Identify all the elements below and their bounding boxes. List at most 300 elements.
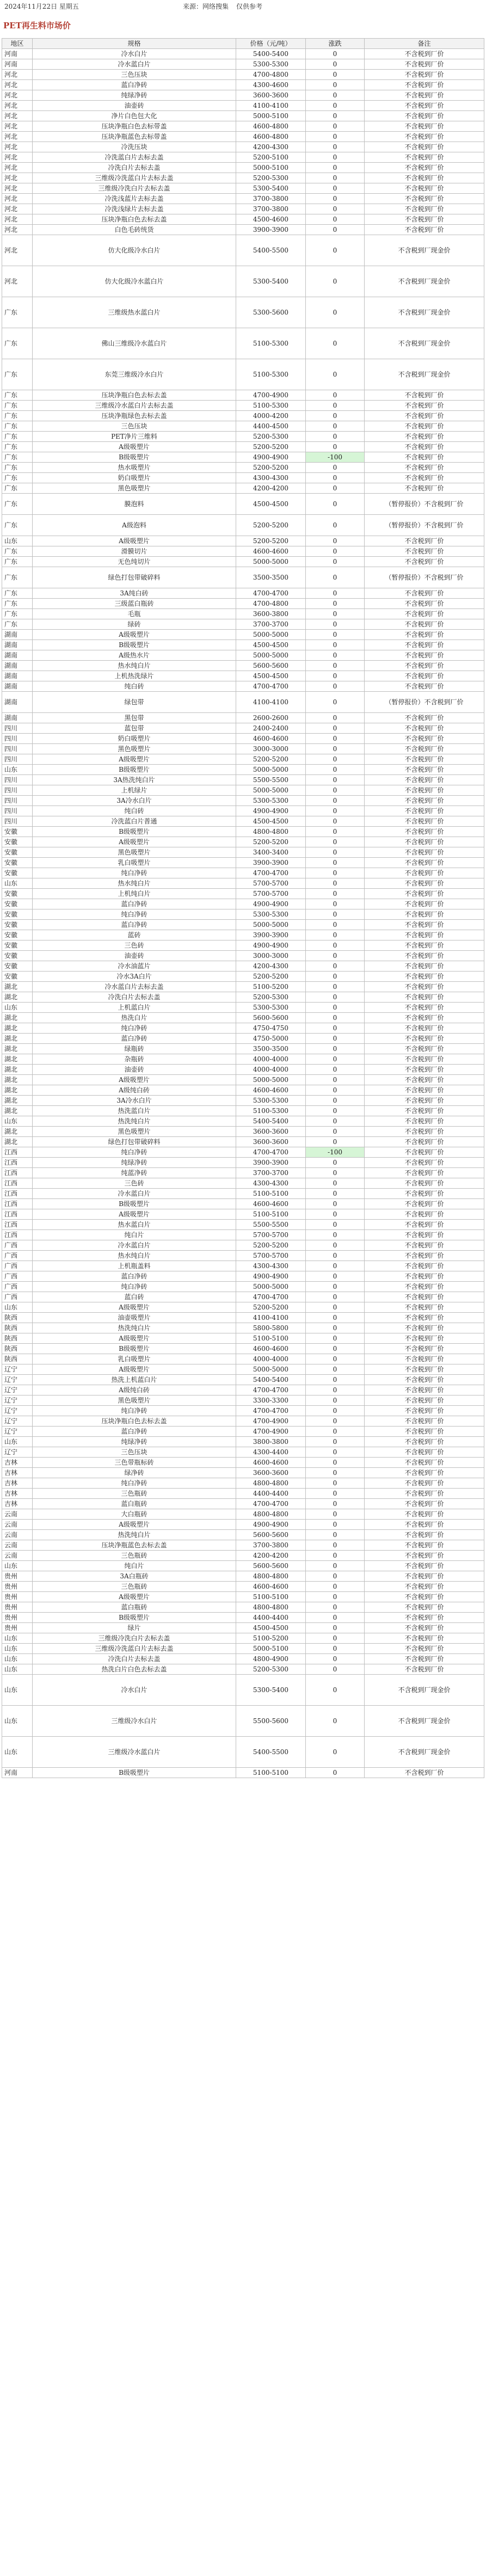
cell-price: 5000-5100 <box>236 111 306 121</box>
cell-remark: 不含税到厂价 <box>365 940 484 951</box>
table-row <box>2 401 484 411</box>
cell-change: 0 <box>306 297 365 328</box>
cell-price: 5000-5000 <box>236 1075 306 1085</box>
cell-spec: 压块净瓶蓝色去标带盖 <box>33 132 236 142</box>
cell-region: 江西 <box>2 1230 33 1240</box>
table-row <box>2 1220 484 1230</box>
cell-remark: 不含税到厂现金价 <box>365 235 484 266</box>
cell-change: 0 <box>306 744 365 754</box>
cell-change: 0 <box>306 734 365 744</box>
cell-change: 0 <box>306 1664 365 1675</box>
cell-change: 0 <box>306 1075 365 1085</box>
cell-spec: 三色压块 <box>33 70 236 80</box>
cell-spec: 上机绿片 <box>33 785 236 796</box>
cell-remark: 不含税到厂价 <box>365 1416 484 1427</box>
cell-remark: 不含税到厂价 <box>365 183 484 194</box>
table-row <box>2 546 484 557</box>
cell-remark: 不含税到厂价 <box>365 111 484 121</box>
cell-region: 四川 <box>2 723 33 734</box>
cell-spec: 纯白净砖 <box>33 1023 236 1034</box>
cell-spec: 蓝白净砖 <box>33 920 236 930</box>
cell-price: 5200-5200 <box>236 536 306 546</box>
cell-change: 0 <box>306 1323 365 1333</box>
cell-change: 0 <box>306 1458 365 1468</box>
table-row <box>2 1499 484 1509</box>
cell-remark: 不含税到厂价 <box>365 1054 484 1065</box>
cell-region: 广东 <box>2 421 33 432</box>
cell-region: 安徽 <box>2 930 33 940</box>
cell-change: 0 <box>306 1406 365 1416</box>
cell-region: 广东 <box>2 452 33 463</box>
cell-region: 江西 <box>2 1220 33 1230</box>
cell-remark: 不含税到厂价 <box>365 806 484 816</box>
table-row <box>2 390 484 401</box>
table-row <box>2 1530 484 1540</box>
report-date: 2024年11月22日 星期五 <box>4 2 79 10</box>
cell-spec: 冷洗压块 <box>33 142 236 152</box>
cell-remark: 不含税到厂价 <box>365 868 484 878</box>
table-row <box>2 80 484 90</box>
cell-change: 0 <box>306 1768 365 1778</box>
cell-change: 0 <box>306 557 365 567</box>
cell-region: 山东 <box>2 765 33 775</box>
cell-price: 5100-5100 <box>236 1209 306 1220</box>
cell-spec: 冷水油蓝片 <box>33 961 236 972</box>
cell-region: 湖南 <box>2 650 33 661</box>
cell-change: 0 <box>306 899 365 909</box>
cell-region: 广东 <box>2 473 33 483</box>
cell-region: 河北 <box>2 111 33 121</box>
cell-price: 5700-5700 <box>236 1251 306 1261</box>
cell-price: 4400-4500 <box>236 421 306 432</box>
cell-price: 3900-3900 <box>236 930 306 940</box>
cell-spec: B级吸塑片 <box>33 1199 236 1209</box>
cell-spec: 热水纯白片 <box>33 661 236 671</box>
cell-remark: 不含税到厂价 <box>365 442 484 452</box>
cell-region: 安徽 <box>2 909 33 920</box>
cell-change: 0 <box>306 785 365 796</box>
table-row <box>2 713 484 723</box>
cell-remark: 不含税到厂价 <box>365 1282 484 1292</box>
cell-region: 安徽 <box>2 940 33 951</box>
cell-price: 5200-5200 <box>236 972 306 982</box>
cell-spec: 冷洗白片去标去盖 <box>33 1654 236 1664</box>
cell-change: 0 <box>306 930 365 940</box>
table-row <box>2 785 484 796</box>
table-row <box>2 775 484 785</box>
cell-remark: 不含税到厂价 <box>365 59 484 70</box>
cell-price: 5800-5800 <box>236 1323 306 1333</box>
table-row <box>2 1395 484 1406</box>
table-row <box>2 359 484 390</box>
cell-remark: 不含税到厂价 <box>365 1003 484 1013</box>
header-line <box>0 0 486 12</box>
cell-spec: 纯绿净砖 <box>33 1158 236 1168</box>
cell-region: 广东 <box>2 390 33 401</box>
cell-remark: 不含税到厂价 <box>365 1013 484 1023</box>
cell-region: 吉林 <box>2 1499 33 1509</box>
cell-region: 辽宁 <box>2 1375 33 1385</box>
cell-remark: 不含税到厂价 <box>365 1023 484 1034</box>
cell-region: 河北 <box>2 173 33 183</box>
cell-change: 0 <box>306 1261 365 1271</box>
cell-change: 0 <box>306 1054 365 1065</box>
cell-spec: 压块净瓶蓝色去标去盖 <box>33 1540 236 1551</box>
cell-price: 4200-4300 <box>236 961 306 972</box>
cell-spec: 大白瓶砖 <box>33 1509 236 1520</box>
cell-spec: 绿包带 <box>33 692 236 713</box>
cell-change: 0 <box>306 681 365 692</box>
cell-remark: （暂停报价）不含税到厂价 <box>365 692 484 713</box>
cell-spec: 蓝白净砖 <box>33 1271 236 1282</box>
cell-price: 5200-5200 <box>236 463 306 473</box>
cell-spec: 冷洗蓝白片去标去盖 <box>33 152 236 163</box>
cell-region: 吉林 <box>2 1458 33 1468</box>
table-row <box>2 1737 484 1768</box>
cell-change: 0 <box>306 194 365 204</box>
cell-price: 5100-5200 <box>236 1633 306 1644</box>
cell-price: 4800-4800 <box>236 1478 306 1489</box>
table-row <box>2 1230 484 1240</box>
cell-region: 山东 <box>2 1116 33 1127</box>
cell-remark: 不含税到厂价 <box>365 473 484 483</box>
cell-spec: B级吸塑片 <box>33 765 236 775</box>
cell-region: 安徽 <box>2 920 33 930</box>
cell-price: 4800-4800 <box>236 1509 306 1520</box>
table-row <box>2 483 484 494</box>
cell-price: 4600-4600 <box>236 1199 306 1209</box>
cell-change: 0 <box>306 1468 365 1478</box>
cell-change: 0 <box>306 1489 365 1499</box>
cell-region: 湖南 <box>2 661 33 671</box>
cell-region: 河北 <box>2 90 33 101</box>
cell-region: 广东 <box>2 297 33 328</box>
cell-region: 辽宁 <box>2 1416 33 1427</box>
cell-remark: 不含税到厂价 <box>365 816 484 827</box>
cell-region: 河北 <box>2 214 33 225</box>
cell-region: 四川 <box>2 785 33 796</box>
cell-price: 5000-5000 <box>236 557 306 567</box>
cell-region: 广东 <box>2 442 33 452</box>
cell-spec: 黑色吸塑片 <box>33 1395 236 1406</box>
cell-remark: 不含税到厂价 <box>365 452 484 463</box>
cell-region: 辽宁 <box>2 1447 33 1458</box>
table-row <box>2 432 484 442</box>
cell-region: 广东 <box>2 515 33 536</box>
cell-price: 5200-5100 <box>236 152 306 163</box>
source-label: 来源：网络搜集 <box>183 2 229 10</box>
cell-change: 0 <box>306 650 365 661</box>
cell-change: 0 <box>306 1106 365 1116</box>
cell-price: 4700-4700 <box>236 1385 306 1395</box>
table-row <box>2 650 484 661</box>
cell-price: 4900-4900 <box>236 452 306 463</box>
cell-change: 0 <box>306 1096 365 1106</box>
cell-region: 山东 <box>2 1737 33 1768</box>
cell-region: 江西 <box>2 1189 33 1199</box>
cell-change: 0 <box>306 1364 365 1375</box>
cell-region: 河南 <box>2 49 33 59</box>
cell-price: 4600-4800 <box>236 132 306 142</box>
cell-region: 吉林 <box>2 1468 33 1478</box>
cell-remark: 不含税到厂价 <box>365 121 484 132</box>
cell-price: 5000-5000 <box>236 785 306 796</box>
cell-spec: 油壶砖 <box>33 951 236 961</box>
cell-price: 3600-3800 <box>236 609 306 619</box>
cell-price: 4800-4800 <box>236 1571 306 1582</box>
cell-region: 江西 <box>2 1178 33 1189</box>
cell-remark: 不含税到厂价 <box>365 1178 484 1189</box>
cell-price: 4300-4300 <box>236 1178 306 1189</box>
cell-price: 4500-4600 <box>236 214 306 225</box>
cell-price: 5000-5000 <box>236 630 306 640</box>
cell-spec: 黑色吸塑片 <box>33 1127 236 1137</box>
table-row <box>2 1199 484 1209</box>
cell-spec: 蓝白砖 <box>33 1292 236 1302</box>
cell-price: 5100-5100 <box>236 1333 306 1344</box>
cell-region: 湖北 <box>2 1065 33 1075</box>
cell-change: 0 <box>306 1737 365 1768</box>
cell-region: 四川 <box>2 754 33 765</box>
table-row <box>2 152 484 163</box>
cell-region: 河北 <box>2 142 33 152</box>
cell-spec: 冷洗白片去标去盖 <box>33 992 236 1003</box>
cell-change: 0 <box>306 1085 365 1096</box>
cell-spec: 三色砖 <box>33 940 236 951</box>
cell-region: 安徽 <box>2 972 33 982</box>
cell-region: 湖北 <box>2 1034 33 1044</box>
cell-price: 3600-3600 <box>236 1468 306 1478</box>
cell-remark: 不含税到厂价 <box>365 1551 484 1561</box>
cell-spec: 纯白砖 <box>33 806 236 816</box>
cell-price: 4100-4100 <box>236 692 306 713</box>
cell-change: 0 <box>306 1447 365 1458</box>
cell-remark: 不含税到厂价 <box>365 1106 484 1116</box>
cell-region: 江西 <box>2 1168 33 1178</box>
cell-spec: 冷水蓝白片 <box>33 1240 236 1251</box>
cell-spec: 仿大化级冷水白片 <box>33 235 236 266</box>
cell-spec: A级纯白砖 <box>33 1085 236 1096</box>
table-row <box>2 328 484 359</box>
cell-spec: 冷水蓝白片去标去盖 <box>33 982 236 992</box>
cell-region: 安徽 <box>2 961 33 972</box>
table-row <box>2 878 484 889</box>
cell-change: 0 <box>306 619 365 630</box>
table-row <box>2 1147 484 1158</box>
cell-region: 安徽 <box>2 827 33 837</box>
cell-remark: 不含税到厂价 <box>365 1137 484 1147</box>
cell-change: 0 <box>306 1158 365 1168</box>
cell-remark: 不含税到厂价 <box>365 1116 484 1127</box>
cell-price: 4700-4900 <box>236 1427 306 1437</box>
table-row <box>2 1323 484 1333</box>
table-row <box>2 101 484 111</box>
cell-remark: 不含税到厂价 <box>365 713 484 723</box>
table-row <box>2 49 484 59</box>
cell-price: 4500-4500 <box>236 671 306 681</box>
table-row <box>2 1282 484 1292</box>
cell-region: 吉林 <box>2 1489 33 1499</box>
table-row <box>2 1675 484 1706</box>
cell-region: 山东 <box>2 1675 33 1706</box>
table-row <box>2 235 484 266</box>
cell-spec: 纯绿净砖 <box>33 90 236 101</box>
cell-spec: 三维级冷水白片 <box>33 1706 236 1737</box>
cell-remark: 不含税到厂价 <box>365 765 484 775</box>
cell-change: 0 <box>306 1023 365 1034</box>
table-row <box>2 473 484 483</box>
cell-spec: 热洗蓝白片 <box>33 1106 236 1116</box>
cell-price: 5400-5400 <box>236 1116 306 1127</box>
cell-price: 3700-3800 <box>236 194 306 204</box>
cell-price: 5300-5300 <box>236 1003 306 1013</box>
cell-price: 5600-5600 <box>236 1561 306 1571</box>
cell-change: 0 <box>306 878 365 889</box>
cell-remark: 不含税到厂价 <box>365 132 484 142</box>
cell-region: 安徽 <box>2 899 33 909</box>
cell-spec: 热洗白片白色去标去盖 <box>33 1664 236 1675</box>
table-row <box>2 847 484 858</box>
cell-change: 0 <box>306 1251 365 1261</box>
cell-remark: 不含税到厂价 <box>365 536 484 546</box>
cell-region: 贵州 <box>2 1623 33 1633</box>
cell-price: 5000-5000 <box>236 1364 306 1375</box>
cell-region: 广东 <box>2 619 33 630</box>
cell-change: 0 <box>306 1375 365 1385</box>
table-row <box>2 1065 484 1075</box>
cell-change: 0 <box>306 1592 365 1602</box>
cell-spec: 乳白吸塑片 <box>33 1354 236 1364</box>
cell-spec: B级吸塑片 <box>33 1613 236 1623</box>
cell-price: 5400-5400 <box>236 1375 306 1385</box>
cell-change: 0 <box>306 940 365 951</box>
cell-remark: 不含税到厂价 <box>365 847 484 858</box>
cell-price: 4300-4400 <box>236 1447 306 1458</box>
table-row <box>2 982 484 992</box>
cell-remark: 不含税到厂价 <box>365 640 484 650</box>
table-row <box>2 1158 484 1168</box>
cell-remark: 不含税到厂价 <box>365 1096 484 1106</box>
cell-remark: 不含税到厂价 <box>365 982 484 992</box>
cell-remark: 不含税到厂价 <box>365 1633 484 1644</box>
cell-region: 广西 <box>2 1251 33 1261</box>
table-row <box>2 411 484 421</box>
cell-spec: 滑膜切片 <box>33 546 236 557</box>
cell-region: 四川 <box>2 816 33 827</box>
table-row <box>2 1375 484 1385</box>
table-row <box>2 1551 484 1561</box>
table-row <box>2 1478 484 1489</box>
cell-price: 5600-5600 <box>236 1530 306 1540</box>
cell-region: 山东 <box>2 1644 33 1654</box>
cell-region: 河北 <box>2 152 33 163</box>
cell-remark: 不含税到厂价 <box>365 1478 484 1489</box>
cell-remark: 不含税到厂价 <box>365 390 484 401</box>
table-row <box>2 734 484 744</box>
cell-spec: 热洗纯白片 <box>33 1323 236 1333</box>
cell-region: 陕西 <box>2 1354 33 1364</box>
table-row <box>2 827 484 837</box>
cell-change: -100 <box>306 452 365 463</box>
cell-spec: A级热水片 <box>33 650 236 661</box>
cell-remark: 不含税到厂现金价 <box>365 297 484 328</box>
cell-change: 0 <box>306 1644 365 1654</box>
cell-remark: 不含税到厂价 <box>365 785 484 796</box>
cell-change: 0 <box>306 1199 365 1209</box>
cell-remark: 不含税到厂价 <box>365 163 484 173</box>
cell-remark: 不含税到厂价 <box>365 1664 484 1675</box>
cell-change: 0 <box>306 1571 365 1582</box>
cell-change: 0 <box>306 837 365 847</box>
cell-spec: A级吸塑片 <box>33 1592 236 1602</box>
table-row <box>2 1633 484 1644</box>
cell-region: 云南 <box>2 1540 33 1551</box>
cell-spec: 黑色吸塑片 <box>33 744 236 754</box>
cell-spec: 三维级热水蓝白片 <box>33 297 236 328</box>
cell-spec: 三色砖 <box>33 1178 236 1189</box>
cell-change: -100 <box>306 1147 365 1158</box>
table-row <box>2 1302 484 1313</box>
table-body <box>2 49 484 1778</box>
cell-remark: 不含税到厂价 <box>365 878 484 889</box>
cell-region: 广东 <box>2 494 33 515</box>
cell-region: 山东 <box>2 1437 33 1447</box>
cell-change: 0 <box>306 421 365 432</box>
cell-remark: 不含税到厂价 <box>365 796 484 806</box>
cell-price: 3500-3500 <box>236 1044 306 1054</box>
cell-spec: 热水纯白片 <box>33 1251 236 1261</box>
cell-change: 0 <box>306 59 365 70</box>
table-row <box>2 1364 484 1375</box>
cell-remark: 不含税到厂价 <box>365 619 484 630</box>
cell-region: 河北 <box>2 163 33 173</box>
table-row <box>2 1333 484 1344</box>
cell-price: 4700-4800 <box>236 599 306 609</box>
cell-spec: 压块净瓶绿色去标去盖 <box>33 411 236 421</box>
cell-region: 安徽 <box>2 858 33 868</box>
cell-price: 4600-4800 <box>236 121 306 132</box>
cell-price: 5300-5300 <box>236 1096 306 1106</box>
cell-remark: 不含税到厂价 <box>365 1168 484 1178</box>
table-row <box>2 266 484 297</box>
cell-change: 0 <box>306 1013 365 1023</box>
cell-change: 0 <box>306 640 365 650</box>
table-row <box>2 1385 484 1395</box>
table-row <box>2 121 484 132</box>
table-row <box>2 692 484 713</box>
cell-price: 5500-5600 <box>236 1706 306 1737</box>
cell-change: 0 <box>306 442 365 452</box>
cell-spec: 净片白色包大化 <box>33 111 236 121</box>
cell-change: 0 <box>306 1302 365 1313</box>
table-row <box>2 297 484 328</box>
cell-price: 3300-3300 <box>236 1395 306 1406</box>
cell-region: 云南 <box>2 1520 33 1530</box>
cell-remark: 不含税到厂价 <box>365 432 484 442</box>
cell-change: 0 <box>306 90 365 101</box>
cell-region: 广东 <box>2 401 33 411</box>
cell-change: 0 <box>306 1561 365 1571</box>
cell-remark: 不含税到厂价 <box>365 1406 484 1416</box>
table-row <box>2 1034 484 1044</box>
cell-remark: 不含税到厂价 <box>365 70 484 80</box>
cell-price: 5000-5100 <box>236 1644 306 1654</box>
table-row <box>2 1427 484 1437</box>
cell-region: 湖北 <box>2 992 33 1003</box>
cell-spec: 纯白净砖 <box>33 1147 236 1158</box>
cell-change: 0 <box>306 163 365 173</box>
cell-change: 0 <box>306 225 365 235</box>
